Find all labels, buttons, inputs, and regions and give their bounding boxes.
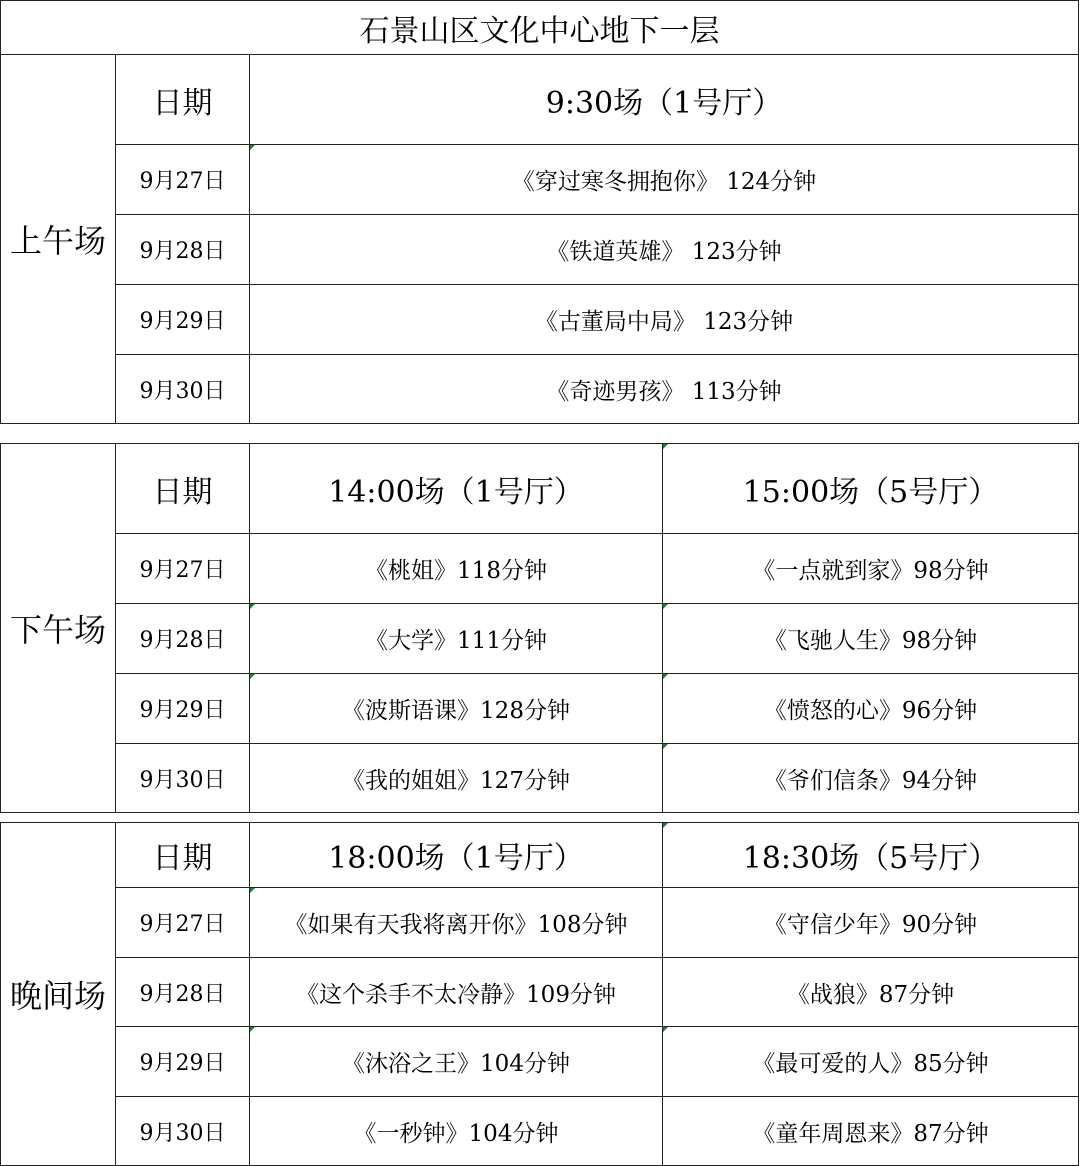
film-cell: 《沐浴之王》104分钟	[250, 1027, 663, 1097]
film-cell: 《桃姐》118分钟	[250, 534, 663, 604]
hall-header-1: 14:00场（1号厅）	[250, 444, 663, 534]
film-cell: 《童年周恩来》87分钟	[663, 1097, 1079, 1166]
date-column-header: 日期	[116, 444, 250, 534]
hall-header-2: 18:30场（5号厅）	[663, 823, 1079, 888]
period-label-morning: 上午场	[1, 55, 116, 424]
date-cell: 9月28日	[116, 604, 250, 674]
hall-header-2: 15:00场（5号厅）	[663, 444, 1079, 534]
date-column-header: 日期	[116, 823, 250, 888]
date-cell: 9月29日	[116, 674, 250, 744]
film-cell: 《守信少年》90分钟	[663, 888, 1079, 958]
film-cell: 《战狼》87分钟	[663, 958, 1079, 1027]
date-column-header: 日期	[116, 55, 250, 145]
date-cell: 9月29日	[116, 1027, 250, 1097]
date-cell: 9月27日	[116, 145, 250, 215]
date-cell: 9月30日	[116, 744, 250, 813]
film-cell: 《最可爱的人》85分钟	[663, 1027, 1079, 1097]
date-cell: 9月28日	[116, 215, 250, 285]
period-label-afternoon: 下午场	[1, 444, 116, 813]
date-cell: 9月27日	[116, 534, 250, 604]
film-cell: 《奇迹男孩》 113分钟	[250, 355, 1079, 424]
page-title: 石景山区文化中心地下一层	[1, 1, 1079, 55]
film-cell: 《一秒钟》104分钟	[250, 1097, 663, 1166]
film-cell: 《我的姐姐》127分钟	[250, 744, 663, 813]
film-cell: 《大学》111分钟	[250, 604, 663, 674]
film-cell: 《铁道英雄》 123分钟	[250, 215, 1079, 285]
evening-schedule-table	[0, 822, 1079, 1166]
morning-schedule-table	[0, 0, 1079, 424]
period-label-evening: 晚间场	[1, 823, 116, 1166]
hall-header-1: 18:00场（1号厅）	[250, 823, 663, 888]
date-cell: 9月29日	[116, 285, 250, 355]
film-cell: 《古董局中局》 123分钟	[250, 285, 1079, 355]
film-cell: 《愤怒的心》96分钟	[663, 674, 1079, 744]
film-cell: 《穿过寒冬拥抱你》 124分钟	[250, 145, 1079, 215]
film-cell: 《飞驰人生》98分钟	[663, 604, 1079, 674]
film-cell: 《这个杀手不太冷静》109分钟	[250, 958, 663, 1027]
hall-header-morning: 9:30场（1号厅）	[250, 55, 1079, 145]
date-cell: 9月27日	[116, 888, 250, 958]
date-cell: 9月30日	[116, 355, 250, 424]
film-cell: 《一点就到家》98分钟	[663, 534, 1079, 604]
film-cell: 《爷们信条》94分钟	[663, 744, 1079, 813]
film-cell: 《波斯语课》128分钟	[250, 674, 663, 744]
film-cell: 《如果有天我将离开你》108分钟	[250, 888, 663, 958]
date-cell: 9月30日	[116, 1097, 250, 1166]
date-cell: 9月28日	[116, 958, 250, 1027]
afternoon-schedule-table	[0, 443, 1079, 813]
